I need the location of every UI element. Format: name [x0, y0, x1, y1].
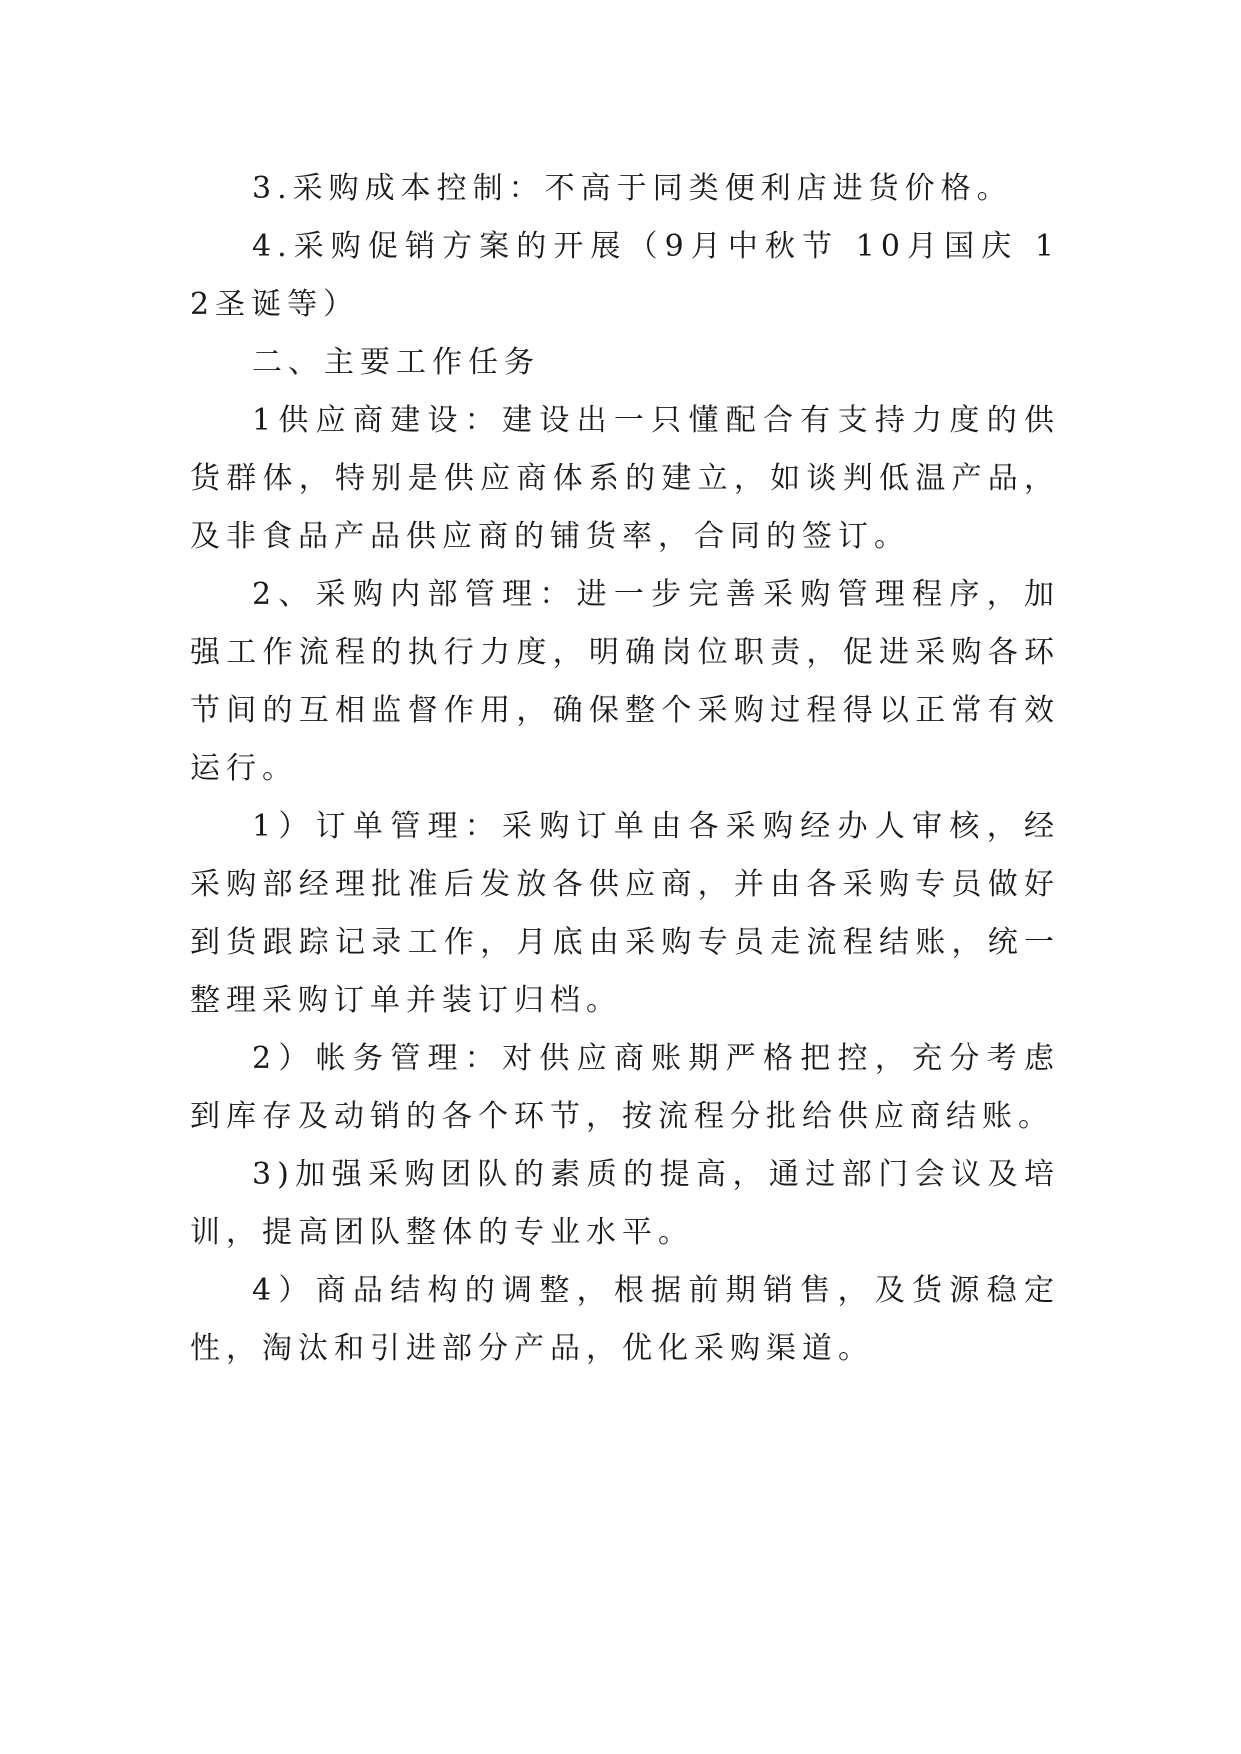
paragraph-account-management: 2）帐务管理：对供应商账期严格把控，充分考虑到库存及动销的各个环节，按流程分批给供应商结账。	[190, 1041, 1060, 1134]
paragraph-team-quality: 3)加强采购团队的素质的提高，通过部门会议及培训，提高团队整体的专业水平。	[190, 1157, 1060, 1250]
section-heading-main-tasks: 二、主要工作任务	[252, 345, 540, 380]
paragraph-cost-control: 3.采购成本控制：不高于同类便利店进货价格。	[252, 171, 1013, 206]
paragraph-product-structure: 4）商品结构的调整，根据前期销售，及货源稳定性，淘汰和引进部分产品，优化采购渠道。	[190, 1273, 1060, 1366]
document-body	[190, 160, 1060, 1378]
paragraph-promotion-plan: 4.采购促销方案的开展（9月中秋节 10月国庆 12圣诞等）	[190, 229, 1060, 322]
paragraph-internal-management: 2、采购内部管理：进一步完善采购管理程序，加强工作流程的执行力度，明确岗位职责，促进采购各环节间的互相监督作用，确保整个采购过程得以正常有效运行。	[190, 577, 1060, 786]
paragraph-order-management: 1）订单管理：采购订单由各采购经办人审核，经采购部经理批准后发放各供应商，并由各采购专员做好到货跟踪记录工作，月底由采购专员走流程结账，统一整理采购订单并装订归档。	[190, 809, 1060, 1018]
paragraph-supplier-building: 1供应商建设：建设出一只懂配合有支持力度的供货群体，特别是供应商体系的建立，如谈判低温产品，及非食品产品供应商的铺货率，合同的签订。	[190, 403, 1060, 554]
